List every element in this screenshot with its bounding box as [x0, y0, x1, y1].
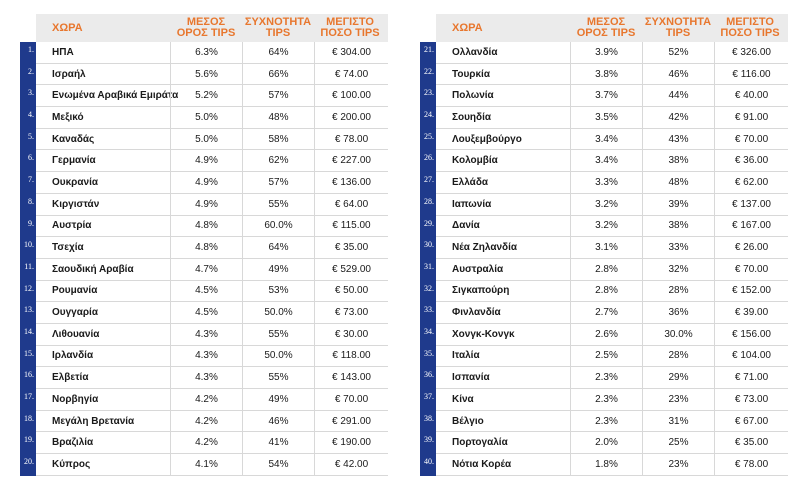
- rank-number: 22.: [420, 64, 436, 86]
- tip-frequency-value: 36%: [642, 302, 714, 324]
- tip-frequency-value: 31%: [642, 411, 714, 433]
- max-tip-value: € 50.00: [314, 281, 388, 303]
- tip-frequency-value: 52%: [642, 42, 714, 64]
- tip-frequency-value: 39%: [642, 194, 714, 216]
- tip-frequency-value: 23%: [642, 389, 714, 411]
- rank-number: 19.: [20, 432, 36, 454]
- average-tip-value: 3.3%: [570, 172, 642, 194]
- table-row: [420, 281, 788, 303]
- tip-frequency-value: 64%: [242, 42, 314, 64]
- table-row: [420, 129, 788, 151]
- average-tip-value: 2.0%: [570, 432, 642, 454]
- country-name: Κύπρος: [36, 454, 170, 476]
- tip-frequency-value: 25%: [642, 432, 714, 454]
- rank-number: 13.: [20, 302, 36, 324]
- max-tip-value: € 143.00: [314, 367, 388, 389]
- average-tip-value: 5.0%: [170, 107, 242, 129]
- average-tip-value: 4.3%: [170, 346, 242, 368]
- rank-number: 4.: [20, 107, 36, 129]
- country-name: Ελλάδα: [436, 172, 570, 194]
- country-name: Αυστραλία: [436, 259, 570, 281]
- table-row: [420, 107, 788, 129]
- table-row: [20, 302, 388, 324]
- max-tip-value: € 167.00: [714, 216, 788, 238]
- average-tip-value: 4.9%: [170, 172, 242, 194]
- tip-frequency-value: 38%: [642, 216, 714, 238]
- country-name: Βραζιλία: [36, 432, 170, 454]
- country-name: Ρουμανία: [36, 281, 170, 303]
- max-tip-value: € 70.00: [714, 129, 788, 151]
- rank-number: 10.: [20, 237, 36, 259]
- table-body: [20, 42, 388, 476]
- max-tip-value: € 304.00: [314, 42, 388, 64]
- table-row: [20, 367, 388, 389]
- country-name: Ιταλία: [436, 346, 570, 368]
- max-tip-value: € 73.00: [714, 389, 788, 411]
- country-name: Μεξικό: [36, 107, 170, 129]
- country-name: Τουρκία: [436, 64, 570, 86]
- tip-frequency-value: 50.0%: [242, 346, 314, 368]
- max-tip-value: € 73.00: [314, 302, 388, 324]
- table-body: [420, 42, 788, 476]
- table-row: [420, 64, 788, 86]
- tip-frequency-value: 55%: [242, 194, 314, 216]
- country-name: Ιαπωνία: [436, 194, 570, 216]
- table-row: [420, 454, 788, 476]
- table-row: [20, 216, 388, 238]
- rank-number: 25.: [420, 129, 436, 151]
- table-row: [420, 324, 788, 346]
- average-tip-value: 3.8%: [570, 64, 642, 86]
- average-tip-value: 2.8%: [570, 259, 642, 281]
- max-tip-value: € 78.00: [714, 454, 788, 476]
- rank-number: 33.: [420, 302, 436, 324]
- rank-number: 11.: [20, 259, 36, 281]
- table-row: [420, 194, 788, 216]
- table-row: [420, 432, 788, 454]
- country-name: Βέλγιο: [436, 411, 570, 433]
- max-tip-value: € 39.00: [714, 302, 788, 324]
- average-tip-value: 1.8%: [570, 454, 642, 476]
- table-row: [420, 411, 788, 433]
- tip-frequency-value: 41%: [242, 432, 314, 454]
- country-name: Λουξεμβούργο: [436, 129, 570, 151]
- table-row: [20, 324, 388, 346]
- max-tip-value: € 40.00: [714, 85, 788, 107]
- country-name: Αυστρία: [36, 216, 170, 238]
- max-tip-value: € 156.00: [714, 324, 788, 346]
- table-row: [420, 85, 788, 107]
- rank-number: 5.: [20, 129, 36, 151]
- average-tip-value: 2.5%: [570, 346, 642, 368]
- max-tip-value: € 70.00: [714, 259, 788, 281]
- rank-number: 3.: [20, 85, 36, 107]
- country-name: Νορβηγία: [36, 389, 170, 411]
- tip-frequency-value: 49%: [242, 389, 314, 411]
- rank-number: 21.: [420, 42, 436, 64]
- country-name: Κολομβία: [436, 150, 570, 172]
- rank-number: 8.: [20, 194, 36, 216]
- tip-frequency-value: 64%: [242, 237, 314, 259]
- country-name: Σιγκαπούρη: [436, 281, 570, 303]
- country-name: Κιργιστάν: [36, 194, 170, 216]
- tip-frequency-value: 38%: [642, 150, 714, 172]
- tip-frequency-value: 53%: [242, 281, 314, 303]
- tip-frequency-value: 43%: [642, 129, 714, 151]
- max-tip-value: € 116.00: [714, 64, 788, 86]
- average-tip-value: 3.1%: [570, 237, 642, 259]
- average-tip-value: 2.6%: [570, 324, 642, 346]
- rank-number: 9.: [20, 216, 36, 238]
- tips-table-right: [420, 14, 788, 476]
- table-row: [420, 389, 788, 411]
- average-tip-value: 3.4%: [570, 129, 642, 151]
- tip-frequency-value: 48%: [642, 172, 714, 194]
- tip-frequency-value: 44%: [642, 85, 714, 107]
- table-row: [20, 432, 388, 454]
- average-tip-value: 2.3%: [570, 389, 642, 411]
- average-tip-value: 4.1%: [170, 454, 242, 476]
- country-name: Ολλανδία: [436, 42, 570, 64]
- rank-number: 16.: [20, 367, 36, 389]
- average-tip-value: 4.3%: [170, 324, 242, 346]
- country-name: Καναδάς: [36, 129, 170, 151]
- table-row: [420, 150, 788, 172]
- average-tip-value: 6.3%: [170, 42, 242, 64]
- max-tip-value: € 529.00: [314, 259, 388, 281]
- table-row: [420, 237, 788, 259]
- average-tip-value: 2.3%: [570, 367, 642, 389]
- tip-frequency-value: 42%: [642, 107, 714, 129]
- table-row: [420, 302, 788, 324]
- rank-number: 18.: [20, 411, 36, 433]
- country-name: Πολωνία: [436, 85, 570, 107]
- table-row: [20, 129, 388, 151]
- tip-frequency-value: 33%: [642, 237, 714, 259]
- header-tip-frequency: ΣΥΧΝΟΤΗΤΑ TIPS: [644, 16, 712, 39]
- average-tip-value: 4.2%: [170, 389, 242, 411]
- average-tip-value: 4.2%: [170, 411, 242, 433]
- country-name: Λιθουανία: [36, 324, 170, 346]
- country-name: Νέα Ζηλανδία: [436, 237, 570, 259]
- average-tip-value: 4.2%: [170, 432, 242, 454]
- average-tip-value: 4.9%: [170, 194, 242, 216]
- table-header: [36, 14, 388, 42]
- table-row: [20, 64, 388, 86]
- tip-frequency-value: 66%: [242, 64, 314, 86]
- rank-number: 40.: [420, 454, 436, 476]
- average-tip-value: 4.7%: [170, 259, 242, 281]
- average-tip-value: 4.8%: [170, 216, 242, 238]
- rank-number: 24.: [420, 107, 436, 129]
- max-tip-value: € 137.00: [714, 194, 788, 216]
- table-row: [20, 454, 388, 476]
- tip-frequency-value: 30.0%: [642, 324, 714, 346]
- country-name: Ουγγαρία: [36, 302, 170, 324]
- max-tip-value: € 227.00: [314, 150, 388, 172]
- max-tip-value: € 71.00: [714, 367, 788, 389]
- table-row: [20, 411, 388, 433]
- rank-number: 23.: [420, 85, 436, 107]
- table-row: [20, 237, 388, 259]
- max-tip-value: € 35.00: [314, 237, 388, 259]
- max-tip-value: € 26.00: [714, 237, 788, 259]
- table-row: [420, 42, 788, 64]
- average-tip-value: 3.2%: [570, 216, 642, 238]
- tip-frequency-value: 32%: [642, 259, 714, 281]
- average-tip-value: 3.7%: [570, 85, 642, 107]
- country-name: Ουκρανία: [36, 172, 170, 194]
- country-name: Μεγάλη Βρετανία: [36, 411, 170, 433]
- max-tip-value: € 78.00: [314, 129, 388, 151]
- max-tip-value: € 35.00: [714, 432, 788, 454]
- max-tip-value: € 104.00: [714, 346, 788, 368]
- country-name: ΗΠΑ: [36, 42, 170, 64]
- rank-number: 20.: [20, 454, 36, 476]
- rank-number: 15.: [20, 346, 36, 368]
- table-row: [20, 172, 388, 194]
- header-average-tip: ΜΕΣΟΣ ΟΡΟΣ TIPS: [176, 16, 236, 39]
- table-row: [20, 150, 388, 172]
- table-row: [20, 259, 388, 281]
- header-max-tip: ΜΕΓΙΣΤΟ ΠΟΣΟ TIPS: [320, 16, 380, 39]
- average-tip-value: 4.9%: [170, 150, 242, 172]
- table-header: [436, 14, 788, 42]
- max-tip-value: € 74.00: [314, 64, 388, 86]
- max-tip-value: € 136.00: [314, 172, 388, 194]
- country-name: Πορτογαλία: [436, 432, 570, 454]
- tip-frequency-value: 57%: [242, 85, 314, 107]
- rank-number: 37.: [420, 389, 436, 411]
- average-tip-value: 2.3%: [570, 411, 642, 433]
- header-max-tip: ΜΕΓΙΣΤΟ ΠΟΣΟ TIPS: [720, 16, 780, 39]
- header-country: ΧΩΡΑ: [52, 21, 83, 34]
- tip-frequency-value: 54%: [242, 454, 314, 476]
- average-tip-value: 5.6%: [170, 64, 242, 86]
- country-name: Νότια Κορέα: [436, 454, 570, 476]
- average-tip-value: 2.8%: [570, 281, 642, 303]
- country-name: Δανία: [436, 216, 570, 238]
- rank-number: 35.: [420, 346, 436, 368]
- table-row: [420, 172, 788, 194]
- table-row: [20, 389, 388, 411]
- average-tip-value: 3.4%: [570, 150, 642, 172]
- max-tip-value: € 36.00: [714, 150, 788, 172]
- tip-frequency-value: 46%: [642, 64, 714, 86]
- tip-frequency-value: 58%: [242, 129, 314, 151]
- rank-number: 31.: [420, 259, 436, 281]
- table-row: [420, 259, 788, 281]
- country-name: Ιρλανδία: [36, 346, 170, 368]
- country-name: Σουηδία: [436, 107, 570, 129]
- max-tip-value: € 67.00: [714, 411, 788, 433]
- max-tip-value: € 64.00: [314, 194, 388, 216]
- country-name: Γερμανία: [36, 150, 170, 172]
- rank-number: 34.: [420, 324, 436, 346]
- rank-number: 6.: [20, 150, 36, 172]
- tips-table-left: [20, 14, 388, 476]
- table-row: [420, 367, 788, 389]
- rank-number: 14.: [20, 324, 36, 346]
- rank-number: 28.: [420, 194, 436, 216]
- max-tip-value: € 30.00: [314, 324, 388, 346]
- max-tip-value: € 70.00: [314, 389, 388, 411]
- tip-frequency-value: 23%: [642, 454, 714, 476]
- rank-number: 32.: [420, 281, 436, 303]
- rank-number: 26.: [420, 150, 436, 172]
- header-average-tip: ΜΕΣΟΣ ΟΡΟΣ TIPS: [576, 16, 636, 39]
- tip-frequency-value: 28%: [642, 346, 714, 368]
- tip-frequency-value: 60.0%: [242, 216, 314, 238]
- max-tip-value: € 326.00: [714, 42, 788, 64]
- tip-frequency-value: 50.0%: [242, 302, 314, 324]
- rank-number: 1.: [20, 42, 36, 64]
- country-name: Ενωμένα Αραβικά Εμιράτα: [36, 85, 170, 107]
- average-tip-value: 5.0%: [170, 129, 242, 151]
- tip-frequency-value: 29%: [642, 367, 714, 389]
- max-tip-value: € 100.00: [314, 85, 388, 107]
- rank-number: 7.: [20, 172, 36, 194]
- table-row: [20, 281, 388, 303]
- country-name: Χονγκ-Κονγκ: [436, 324, 570, 346]
- country-name: Τσεχία: [36, 237, 170, 259]
- table-row: [20, 107, 388, 129]
- average-tip-value: 5.2%: [170, 85, 242, 107]
- max-tip-value: € 115.00: [314, 216, 388, 238]
- rank-number: 38.: [420, 411, 436, 433]
- tip-frequency-value: 48%: [242, 107, 314, 129]
- header-country: ΧΩΡΑ: [452, 21, 483, 34]
- average-tip-value: 3.2%: [570, 194, 642, 216]
- rank-number: 27.: [420, 172, 436, 194]
- tip-frequency-value: 62%: [242, 150, 314, 172]
- tip-frequency-value: 28%: [642, 281, 714, 303]
- max-tip-value: € 62.00: [714, 172, 788, 194]
- header-tip-frequency: ΣΥΧΝΟΤΗΤΑ TIPS: [244, 16, 312, 39]
- country-name: Φινλανδία: [436, 302, 570, 324]
- tip-frequency-value: 57%: [242, 172, 314, 194]
- tip-frequency-value: 55%: [242, 367, 314, 389]
- rank-number: 30.: [420, 237, 436, 259]
- rank-number: 39.: [420, 432, 436, 454]
- rank-number: 29.: [420, 216, 436, 238]
- max-tip-value: € 91.00: [714, 107, 788, 129]
- table-row: [20, 42, 388, 64]
- tip-frequency-value: 55%: [242, 324, 314, 346]
- max-tip-value: € 190.00: [314, 432, 388, 454]
- tip-frequency-value: 46%: [242, 411, 314, 433]
- table-row: [20, 85, 388, 107]
- table-row: [420, 346, 788, 368]
- table-row: [420, 216, 788, 238]
- tip-frequency-value: 49%: [242, 259, 314, 281]
- max-tip-value: € 118.00: [314, 346, 388, 368]
- table-row: [20, 346, 388, 368]
- max-tip-value: € 200.00: [314, 107, 388, 129]
- average-tip-value: 3.5%: [570, 107, 642, 129]
- rank-number: 17.: [20, 389, 36, 411]
- average-tip-value: 4.3%: [170, 367, 242, 389]
- country-name: Ισραήλ: [36, 64, 170, 86]
- max-tip-value: € 42.00: [314, 454, 388, 476]
- country-name: Σαουδική Αραβία: [36, 259, 170, 281]
- rank-number: 12.: [20, 281, 36, 303]
- average-tip-value: 4.5%: [170, 281, 242, 303]
- max-tip-value: € 291.00: [314, 411, 388, 433]
- max-tip-value: € 152.00: [714, 281, 788, 303]
- average-tip-value: 2.7%: [570, 302, 642, 324]
- average-tip-value: 4.8%: [170, 237, 242, 259]
- country-name: Ελβετία: [36, 367, 170, 389]
- country-name: Κίνα: [436, 389, 570, 411]
- rank-number: 36.: [420, 367, 436, 389]
- rank-number: 2.: [20, 64, 36, 86]
- average-tip-value: 4.5%: [170, 302, 242, 324]
- average-tip-value: 3.9%: [570, 42, 642, 64]
- table-row: [20, 194, 388, 216]
- country-name: Ισπανία: [436, 367, 570, 389]
